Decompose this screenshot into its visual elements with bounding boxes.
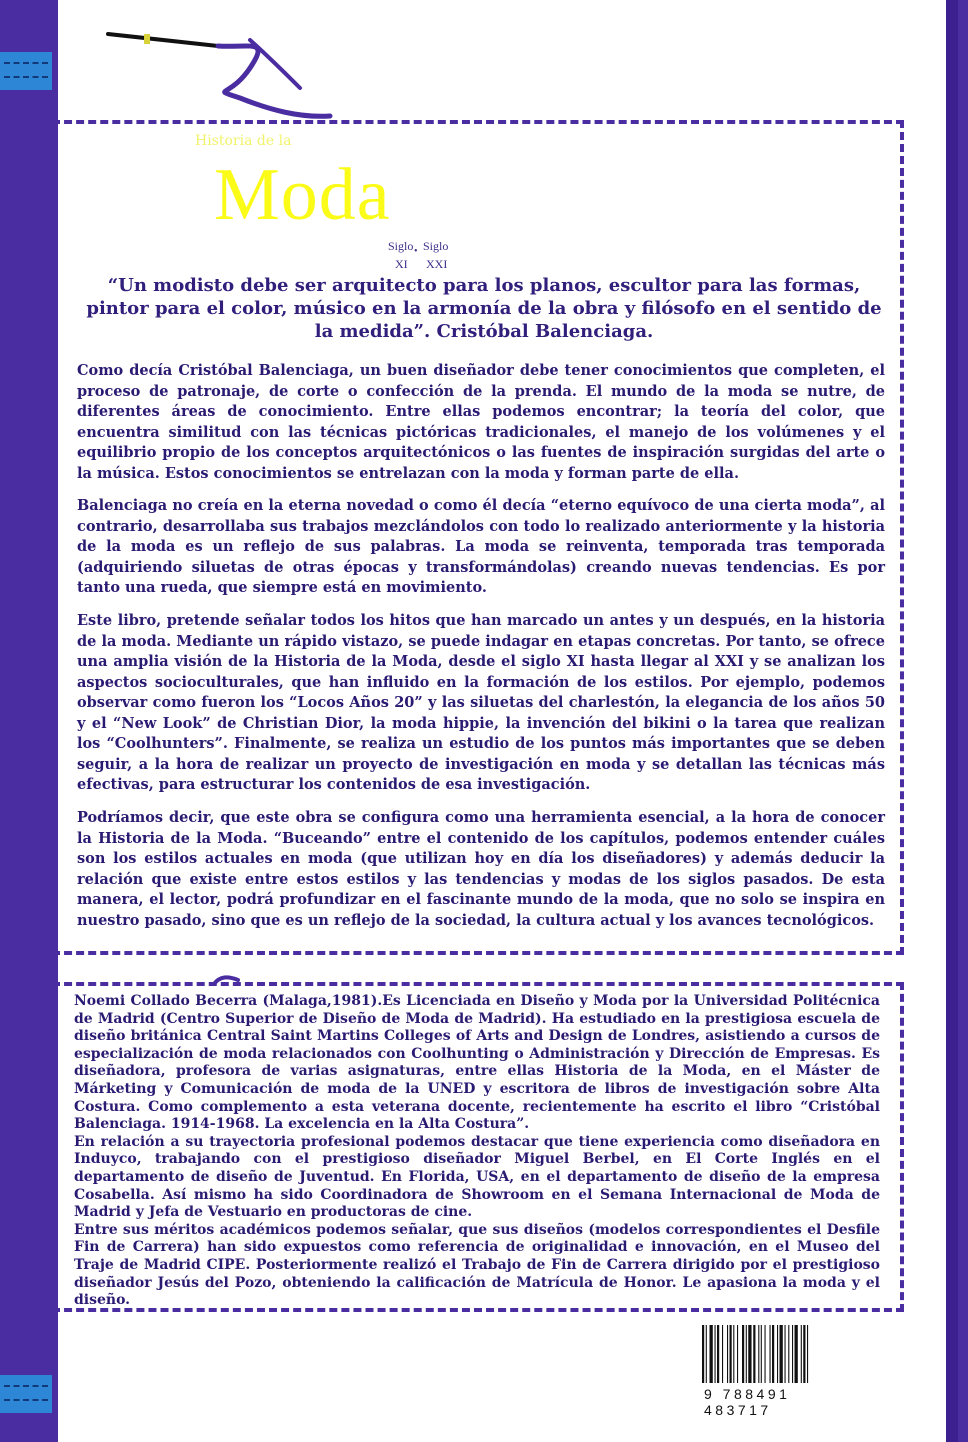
- right-edge-band: [946, 0, 958, 1442]
- needle-thread-icon: [100, 28, 340, 128]
- logo-tag-left-bottom: XI: [395, 257, 408, 271]
- thread-knot-icon: [212, 974, 242, 988]
- barcode-icon: [700, 1325, 852, 1383]
- logo-subtitle: Historia de la: [195, 133, 292, 149]
- paragraph-4: Podríamos decir, que este obra se configura como una herramienta esencial, a la hora de conocer la Historia de la Moda. “Buceando” entre el contenido de los capítulos, podemos entender cuáles son los estilos actuales en moda (que utilizan hoy en día los diseñadores) y además deducir la relación que existe entre estos estilos y las tendencias y modas de los siglos pasados. De esta manera, el lector, podrá profundizar en el fascinante mundo de la moda, que no solo se inspira en nuestro pasado, sino que es un reflejo de la sociedad, la cultura actual y los avances tecnológicos.: [77, 809, 885, 929]
- paragraph-3: Este libro, pretende señalar todos los hitos que han marcado un antes y un después, en la historia de la moda. Mediante un rápido vistazo, se puede indagar en etapas concretas. Por tanto, se ofrece una amplia visión de la Historia de la Moda, desde el siglo XI hasta llegar al XXI y se analizan los aspectos socioculturales, que han influido en la formación de los estilos. Por ejemplo, podemos observar como fueron los “Locos Años 20” y las siluetas del charlestón, la elegancia de los años 50 y el “New Look” de Christian Dior, la moda hippie, la invención del bikini o la tarea que realizan los “Coolhunters”. Finalmente, se realiza un estudio de los puntos más importantes que se deben seguir, a la hora de realizar un proyecto de investigación en moda y se detallan las técnicas más efectivas, para estructurar los contenidos de esa investigación.: [77, 612, 885, 793]
- bio-paragraph-2: En relación a su trayectoria profesional podemos destacar que tiene experiencia como diseñadora en Induyco, trabajando con el prestigioso diseñador Miguel Berbel, en El Corte Inglés en el departamento de diseño de Juventud. En Florida, USA, en el departamento de diseño de la empresa Cosabella. Así mismo ha sido Coordinadora de Showroom en el Semana Internacional de Moda de Madrid y Jefa de Vestuario en productoras de cine.: [74, 1133, 880, 1221]
- bio-paragraph-1: Noemi Collado Becerra (Malaga,1981).Es Licenciada en Diseño y Moda por la Universidad Politécnica de Madrid (Centro Superior de Diseño de Moda de Madrid). Ha estudiado en la prestigiosa escuela de diseño británica Central Saint Martins Colleges of Arts and Design de Londres, asistiendo a cursos de especialización de moda relacionados con Coolhunting o Administración y Dirección de Empresas. Es diseñadora, profesora de varias asignaturas, entre ellas Historia de la Moda, en el Máster de Márketing y Comunicación de moda de la UNED y escritora de libros de investigación sobre Alta Costura. Como complemento a esta veterana docente, recientemente ha escrito el libro “Cristóbal Balenciaga. 1914-1968. La excelencia en la Alta Costura”.: [74, 993, 880, 1133]
- logo-tag-bullet: •: [414, 246, 418, 257]
- top-left-tab-strip: [0, 52, 52, 90]
- logo-title: Moda: [214, 154, 391, 236]
- author-bio: [74, 993, 880, 1310]
- paragraph-1: Como decía Cristóbal Balenciaga, un buen diseñador debe tener conocimientos que completen, el proceso de patronaje, de corte o confección de la prenda. El mundo de la moda se nutre, de diferentes áreas de conocimiento. Entre ellas podemos encontrar; la teoría del color, que encuentra similitud con las técnicas pictóricas tradicionales, el manejo de los volúmenes y el equilibrio propio de los conceptos arquitectónicos o las fuentes de inspiración surgidas del arte o la música. Estos conocimientos se entrelazan con la moda y forman parte de ella.: [77, 362, 885, 482]
- logo-tag-left-top: Siglo: [388, 239, 414, 253]
- bio-paragraph-3: Entre sus méritos académicos podemos señalar, que sus diseños (modelos correspondientes el Desfile Fin de Carrera) han sido expuestos como referencia de originalidad e innovación, en el Museo del Traje de Madrid CIPE. Posteriormente realizó el Trabajo de Fin de Carrera dirigido por el prestigioso diseñador Jesús del Pozo, obteniendo la calificación de Matrícula de Honor. Le apasiona la moda y el diseño.: [74, 1221, 880, 1309]
- balenciaga-quote: “Un modisto debe ser arquitecto para los planos, escultor para las formas, pintor para el color, músico en la armonía de la obra y filósofo en el sentido de la medida”. Cristóbal Balenciaga.: [86, 275, 882, 342]
- isbn-number: 9 788491 483717: [704, 1386, 791, 1418]
- logo-tag-right-top: Siglo: [423, 239, 449, 253]
- logo-tag-right-bottom: XXI: [426, 257, 448, 271]
- paragraph-2: Balenciaga no creía en la eterna novedad o como él decía “eterno equívoco de una cierta moda”, al contrario, desarrollaba sus trabajos mezclándolos con todo lo realizado anteriormente y la historia de la moda es un reflejo de sus palabras. La moda se reinventa, temporada tras temporada (adquiriendo siluetas de otras épocas y transformándolas) creando nuevas tendencias. Es por tanto una rueda, que siempre está en movimiento.: [77, 497, 885, 596]
- bottom-left-tab-strip: [0, 1375, 52, 1413]
